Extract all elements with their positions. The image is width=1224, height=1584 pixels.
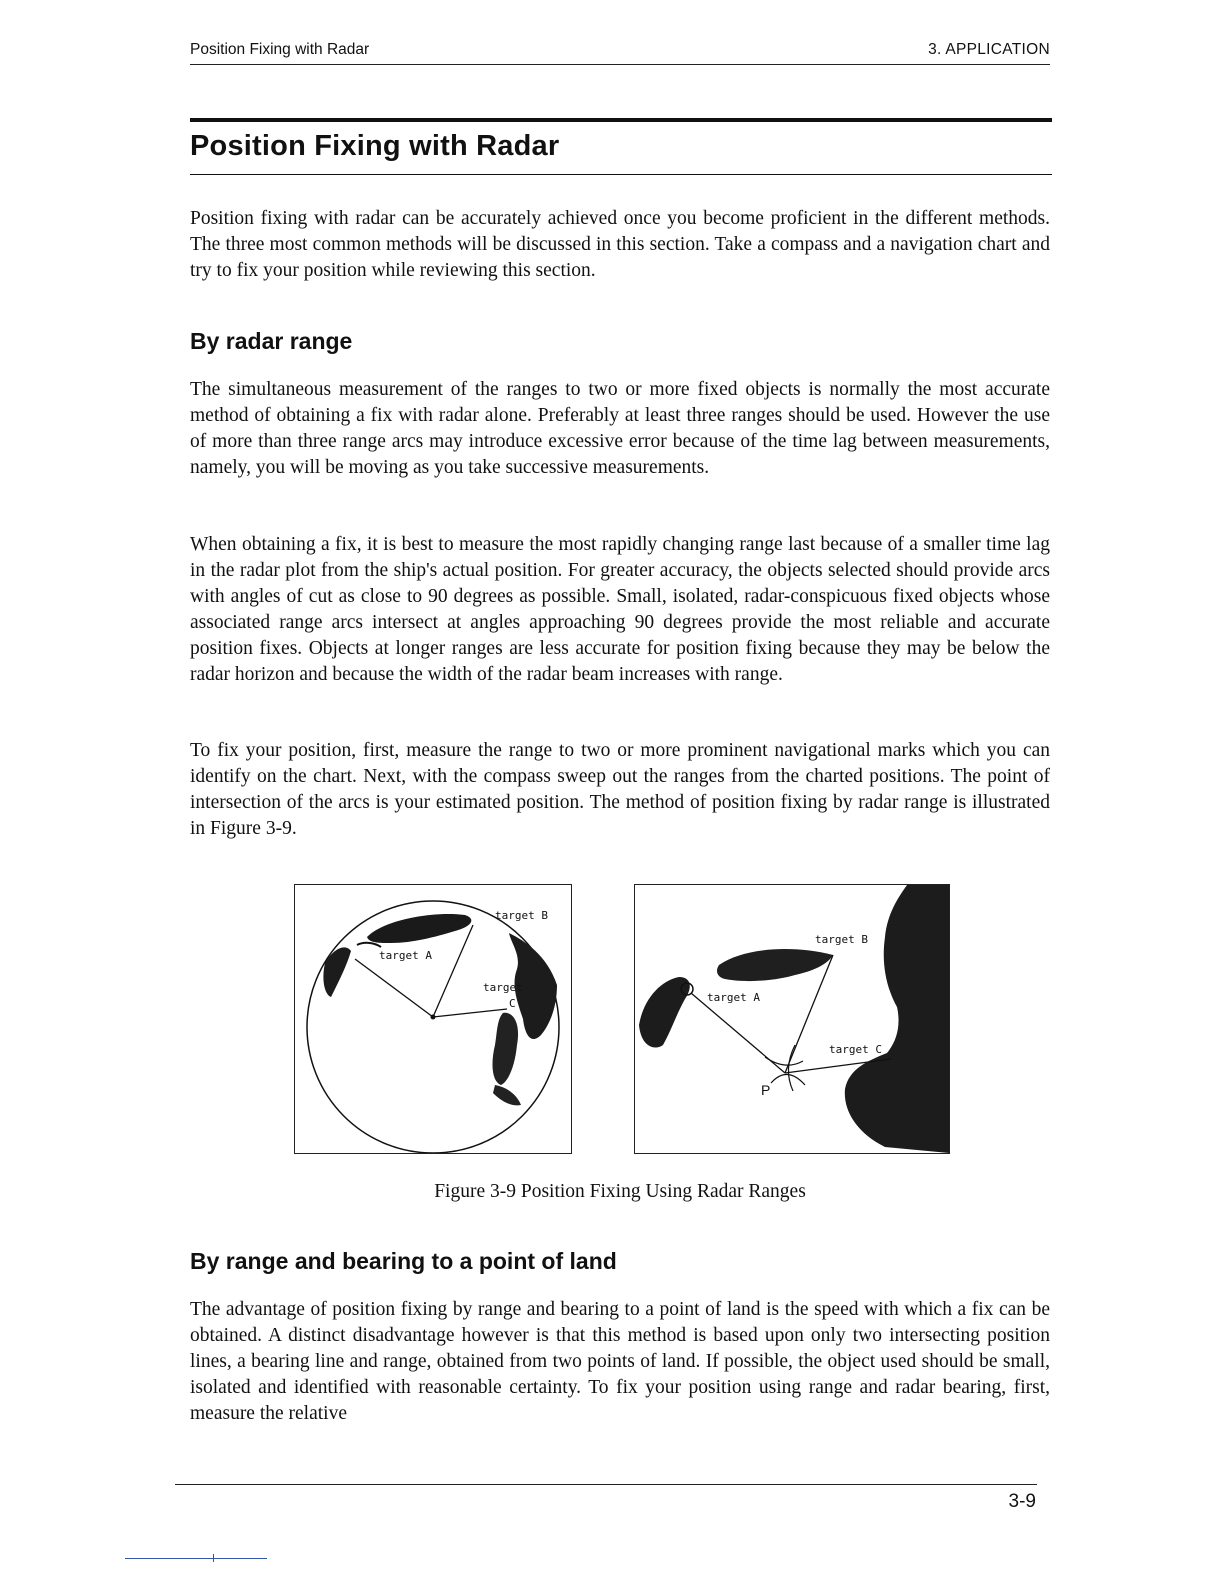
paragraph-radar-range-3: To fix your position, first, measure the range to two or more prominent navigational marks which you can identify on the chart. Next, with the compass sweep out the ranges from the charted positions. The point of intersection of the arcs is your estimated position. The method of position fixing by radar range is illustrated in Figure 3-9.: [190, 740, 1050, 839]
label-target-b: target B: [815, 933, 868, 946]
label-target-c-top: target: [483, 981, 523, 994]
label-target-c-bottom: C: [509, 997, 516, 1010]
paragraph-radar-range-2: When obtaining a fix, it is best to measure the most rapidly changing range last because of a smaller time lag in the radar plot from the ship's actual position. For greater accuracy, the objects selected should provide arcs with angles of cut as close to 90 degrees as possible. Small, isolated, radar-conspicuous fixed objects whose associated range arcs intersect at angles approaching 90 degrees provide the most reliable and accurate position fixes. Objects at longer ranges are less accurate for position fixing because they may be below the radar horizon and because the width of the radar beam increases with range.: [190, 534, 1050, 685]
figure-chart-plot: [634, 884, 950, 1154]
section-heading-range-bearing: By range and bearing to a point of land: [190, 1248, 617, 1274]
figure-radar-display: [294, 884, 572, 1154]
label-target-c: target C: [829, 1043, 882, 1056]
small-island: [493, 1085, 521, 1105]
range-line-c: [433, 1009, 507, 1017]
coastline-right: [845, 885, 949, 1153]
running-header: [190, 40, 1050, 65]
range-arc-1: [765, 1057, 803, 1065]
range-line-a: [355, 959, 433, 1017]
header-section-title: Position Fixing with Radar: [190, 41, 370, 58]
footer-rule: [175, 1484, 1037, 1485]
label-target-a: target A: [379, 949, 432, 962]
page-number: 3-9: [1008, 1491, 1036, 1512]
header-chapter: 3. APPLICATION: [928, 41, 1050, 58]
title-block: [190, 118, 1052, 175]
chart-plot-illustration: [635, 885, 949, 1153]
island-target-b: [717, 949, 833, 981]
paragraph-radar-range-1: The simultaneous measurement of the ranges to two or more fixed objects is normally the most accurate method of obtaining a fix with radar alone. Preferably at least three ranges should be used. However the use of more than three range arcs may introduce excessive error because of the time lag between measurements, namely, you will be moving as you take successive measurements.: [190, 379, 1050, 478]
label-target-a: target A: [707, 991, 760, 1004]
peninsula-target-c: [493, 1013, 519, 1085]
scan-artifact-tick: [213, 1554, 214, 1562]
scan-artifact-rule: [125, 1558, 267, 1559]
radar-display-illustration: [295, 885, 571, 1153]
figure-caption: Figure 3-9 Position Fixing Using Radar Ranges: [434, 1181, 806, 1202]
range-line-b: [433, 925, 473, 1017]
range-arc-2: [771, 1074, 805, 1085]
page-title: Position Fixing with Radar: [190, 130, 560, 162]
intro-paragraph: Position fixing with radar can be accurately achieved once you become proficient in the different methods. The three most common methods will be discussed in this section. Take a compass and a navigation chart and try to fix your position while reviewing this section.: [190, 208, 1050, 281]
own-ship-position: [431, 1015, 436, 1020]
label-position-p: P: [761, 1082, 771, 1098]
section-heading-radar-range: By radar range: [190, 328, 353, 354]
radar-range-circle: [307, 901, 559, 1153]
coastline-left: [323, 947, 351, 997]
paragraph-range-bearing-1: The advantage of position fixing by range and bearing to a point of land is the speed with which a fix can be obtained. A distinct disadvantage however is that this method is based upon only two intersecting position lines, a bearing line and range, obtained from two points of land. If possible, the object used should be small, isolated and identified with reasonable certainty. To fix your position using range and radar bearing, first, measure the relative: [190, 1299, 1050, 1424]
island-edge: [357, 943, 381, 947]
coastline-left: [639, 977, 690, 1048]
island-target-b: [367, 914, 471, 943]
label-target-b: target B: [495, 909, 548, 922]
